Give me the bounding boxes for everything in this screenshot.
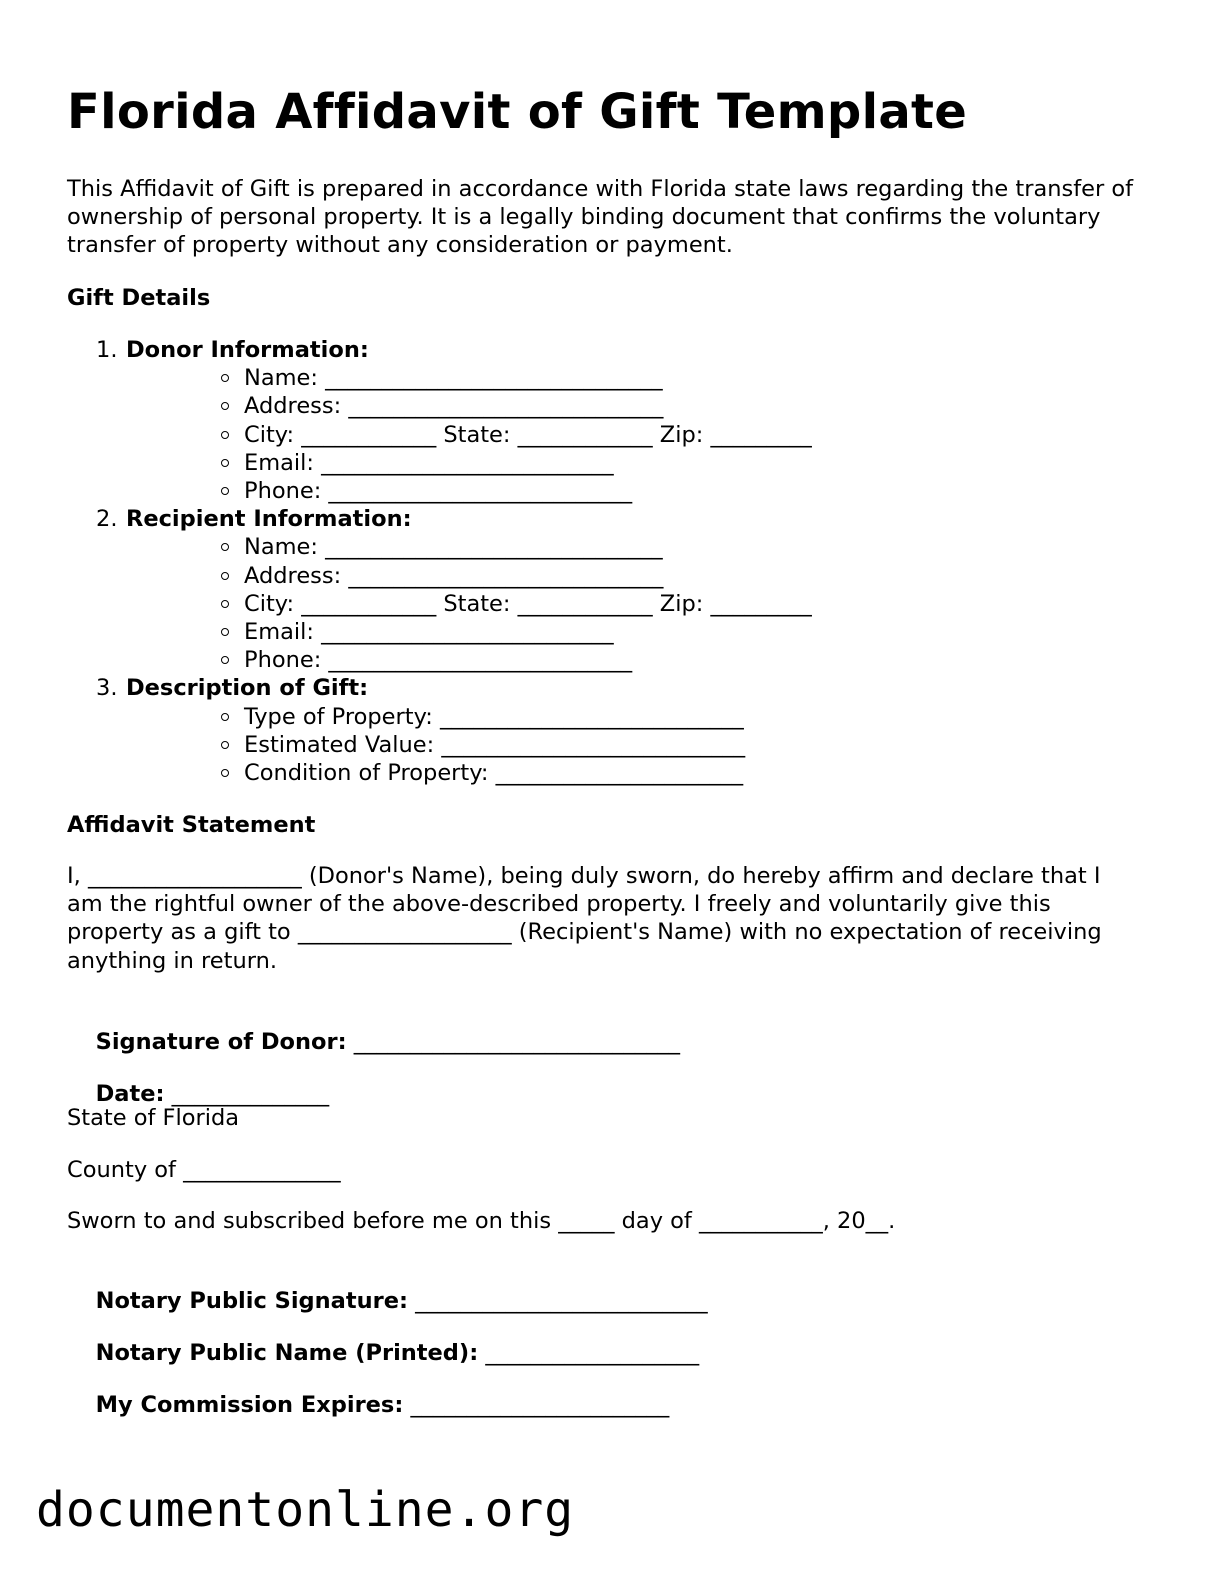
section-gift-description — [67, 674, 812, 787]
donor-phone-field[interactable]: Phone: ___________________________ — [126, 477, 812, 505]
recipient-name-field[interactable]: Name: ______________________________ — [126, 533, 812, 561]
notary-signature-label: Notary Public Signature: — [95, 1288, 408, 1314]
donor-address-field[interactable]: Address: ____________________________ — [126, 392, 812, 420]
notary-name-label: Notary Public Name (Printed): — [95, 1340, 479, 1366]
gift-description-fields — [126, 703, 812, 788]
donor-email-field[interactable]: Email: __________________________ — [126, 449, 812, 477]
section-donor — [67, 336, 812, 505]
property-condition-field[interactable]: Condition of Property: ______________________ — [126, 759, 812, 787]
donor-name-field[interactable]: Name: ______________________________ — [126, 364, 812, 392]
estimated-value-field[interactable]: Estimated Value: ___________________________ — [126, 731, 812, 759]
date-label: Date: — [95, 1081, 165, 1107]
donor-fields — [126, 364, 812, 505]
section-title: Donor Information: — [126, 337, 369, 363]
site-watermark: documentonline.org — [36, 1482, 575, 1538]
section-number: 2. — [96, 506, 118, 533]
gift-details-heading: Gift Details — [67, 285, 211, 311]
recipient-city-state-zip-field[interactable]: City: ____________ State: ____________ Zip: _________ — [126, 590, 812, 618]
page-title: Florida Affidavit of Gift Template — [67, 84, 968, 140]
recipient-phone-field[interactable]: Phone: ___________________________ — [126, 646, 812, 674]
section-title: Description of Gift: — [126, 675, 369, 702]
property-type-field[interactable]: Type of Property: ___________________________ — [126, 703, 812, 731]
notary-signature-blank[interactable]: __________________________ — [408, 1288, 708, 1314]
recipient-fields — [126, 533, 812, 674]
commission-expires-blank[interactable]: _______________________ — [403, 1392, 670, 1418]
affidavit-heading: Affidavit Statement — [67, 812, 316, 838]
affidavit-statement: I, ___________________ (Donor's Name), being duly sworn, do hereby affirm and declare that I am the rightful owner of the above-described property. I freely and voluntarily give this property as a gift to ___________________ (Recipient's Name) with no expectation of receiving anything in return. — [67, 863, 1102, 974]
date-blank[interactable]: ______________ — [164, 1081, 330, 1107]
commission-expires-line[interactable] — [67, 1363, 669, 1447]
donor-signature-blank[interactable]: _____________________________ — [346, 1029, 680, 1055]
sworn-line[interactable]: Sworn to and subscribed before me on this _____ day of ___________, 20__. — [67, 1208, 896, 1234]
section-number: 3. — [96, 675, 118, 702]
commission-expires-label: My Commission Expires: — [95, 1392, 404, 1418]
section-number: 1. — [96, 337, 118, 363]
donor-signature-label: Signature of Donor: — [95, 1029, 347, 1055]
intro-paragraph: This Affidavit of Gift is prepared in accordance with Florida state laws regarding the transfer of ownership of personal property. It is a legally binding document that confirms the voluntary transfer of property without any consideration or payment. — [67, 176, 1134, 259]
state-line: State of Florida — [67, 1105, 240, 1131]
recipient-email-field[interactable]: Email: __________________________ — [126, 618, 812, 646]
section-title: Recipient Information: — [126, 506, 412, 533]
section-recipient — [67, 505, 812, 674]
county-line[interactable]: County of ______________ — [67, 1157, 341, 1183]
recipient-address-field[interactable]: Address: ____________________________ — [126, 562, 812, 590]
donor-city-state-zip-field[interactable]: City: ____________ State: ____________ Zip: _________ — [126, 421, 812, 449]
gift-details-list — [67, 336, 812, 787]
notary-name-blank[interactable]: ___________________ — [478, 1340, 700, 1366]
